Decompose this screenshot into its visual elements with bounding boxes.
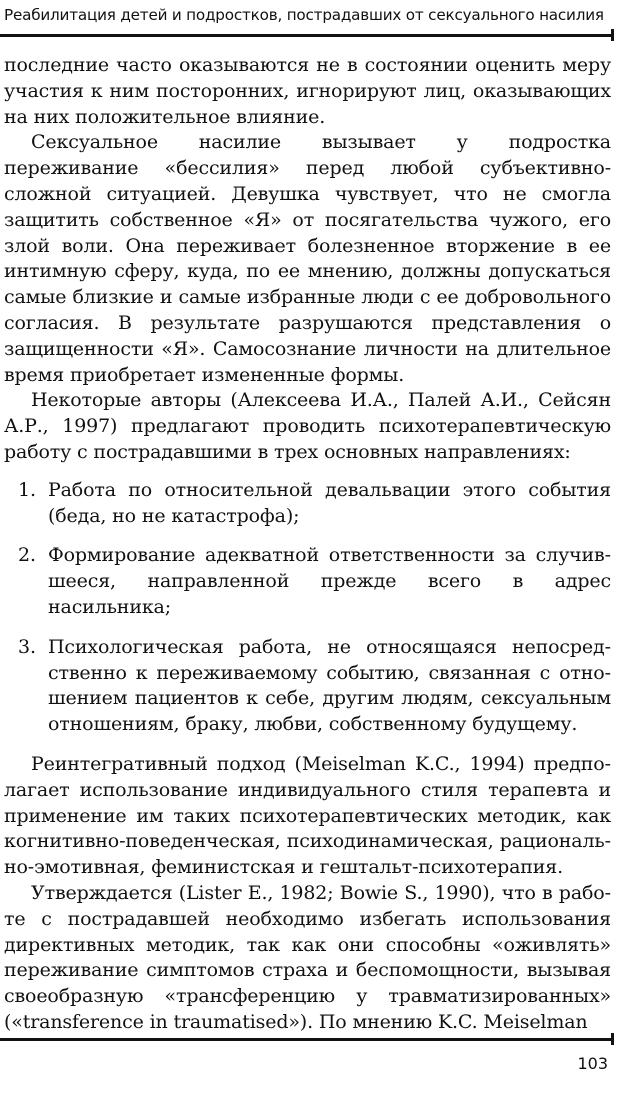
list-item-number: 1. [18,478,36,501]
list-item-number: 2. [18,544,36,567]
numbered-list [4,478,611,738]
list-item [4,543,611,620]
paragraph-authors: Некоторые авторы (Алексеева И.А., Палей А.И., Сейсян А.Р., 1997) предлагают проводить психотерапевтическую работу с пострадавшими в трех основных направлениях: [4,389,611,463]
running-header: Реабилитация детей и подростков, пострадавших от сексуального насилия [4,6,604,24]
list-item-text: Психологическая работа, не относящаяся непосредственно к переживаемому событию, связанная с отношением пациентов к себе, другим людям, сексуальным отношениям, браку, любви, собственному будущему. [48,635,611,736]
list-item-number: 3. [18,635,36,658]
footer-rule [0,1038,612,1041]
paragraph-helplessness: Сексуальное насилие вызывает у подростка переживание «бессилия» перед любой субъективно-сложной ситуацией. Девушка чувствует, что не смогла защитить собственное «Я» от посягательства чужого, его злой воли. Она переживает болезненное вторжение в ее интимную сферу, куда, по ее мнению, должны допускаться самые близкие и самые избранные люди с ее добровольного согласия. В результате разрушаются представления о защищенности «Я». Самосознание личности на длительное время приобретает измененные формы. [4,131,611,386]
page-body [4,53,611,1036]
paragraph-reintegrative: Реинтегративный подход (Meiselman K.C., 1994) предполагает использование индивидуального стиля терапевта и применение им таких психотерапевтических методик, как когнитивно-поведенческая, психодинамическая, рационально-эмотивная, феминистская и гештальт-психотерапия. [4,752,611,879]
paragraph-directive-methods: Утверждается (Lister E., 1982; Bowie S., 1990), что в работе с пострадавшей необходимо избегать использования директивных методик, так как они способны «оживлять» переживание симптомов страха и беспомощности, вызывая своеобразную «трансференцию у травматизированных» («transference in traumatised»). По мнению K.C. Meiselman [4,881,611,1033]
list-item-text: Формирование адекватной ответственности за случившееся, направленной прежде всего в адрес насильника; [48,544,611,618]
list-item [4,635,611,738]
header-rule [0,34,612,37]
paragraph-continued: последние часто оказываются не в состоянии оценить меру участия к ним посторонних, игнорируют лиц, оказывающих на них положительное влияние. [4,54,611,128]
page-number: 103 [577,1054,608,1073]
list-item-text: Работа по относительной девальвации этого события (беда, но не катастрофа); [48,478,611,527]
list-item [4,478,611,530]
